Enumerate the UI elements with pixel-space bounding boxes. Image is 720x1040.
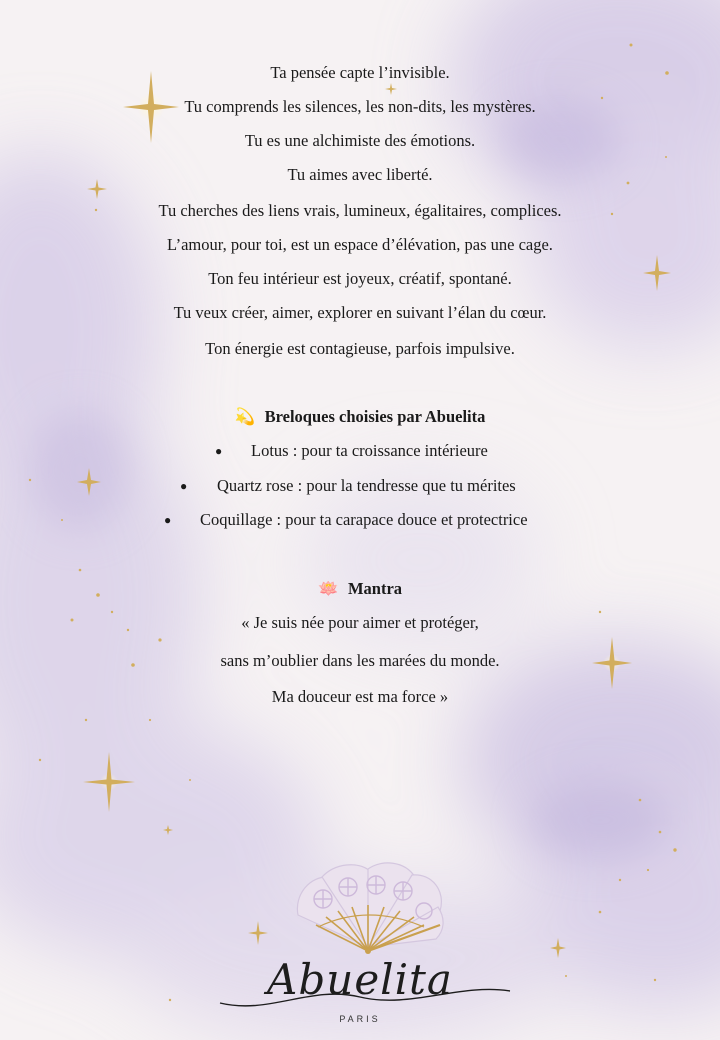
text-line: Ta pensée capte l’invisible. [270, 63, 450, 82]
brand-subtitle: PARIS [339, 1014, 381, 1024]
mantra-title: Mantra [347, 579, 403, 598]
charm-item: Coquillage : pour ta carapace douce et protectrice [200, 510, 528, 529]
charms-heading [0, 407, 720, 427]
charms-title: Breloques choisies par Abuelita [264, 407, 486, 426]
text-line: Tu aimes avec liberté. [287, 165, 433, 184]
text-line: Tu comprends les silences, les non-dits, les mystères. [184, 97, 536, 116]
charm-item: Lotus : pour ta croissance intérieure [251, 441, 488, 460]
bullet-icon: ● [180, 479, 188, 493]
brand-logo: Abuelita [267, 955, 453, 1004]
star-icon [163, 825, 173, 835]
star-icon [385, 83, 397, 95]
dizzy-star-icon: 💫 [234, 407, 256, 426]
text-line: L’amour, pour toi, est un espace d’élévation, pas une cage. [167, 235, 553, 254]
text-line: Ton énergie est contagieuse, parfois impulsive. [205, 339, 515, 358]
bullet-icon: ● [164, 513, 172, 527]
bullet-icon: ● [215, 444, 223, 458]
lotus-icon: 🪷 [317, 579, 339, 598]
star-icon [83, 752, 135, 812]
text-line: Tu es une alchimiste des émotions. [244, 131, 476, 150]
text-line: Ton feu intérieur est joyeux, créatif, spontané. [208, 269, 512, 288]
list-item [0, 510, 720, 530]
text-line: Tu cherches des liens vrais, lumineux, égalitaires, complices. [158, 201, 562, 220]
mantra-heading [0, 579, 720, 599]
list-item [0, 476, 720, 496]
list-item [0, 441, 720, 461]
mantra-line: « Je suis née pour aimer et protéger, [241, 613, 479, 632]
mantra-line: Ma douceur est ma force » [271, 687, 449, 706]
charm-item: Quartz rose : pour la tendresse que tu mérites [217, 476, 516, 495]
text-line: Tu veux créer, aimer, explorer en suivant l’élan du cœur. [173, 303, 547, 322]
mantra-line: sans m’oublier dans les marées du monde. [220, 651, 500, 670]
